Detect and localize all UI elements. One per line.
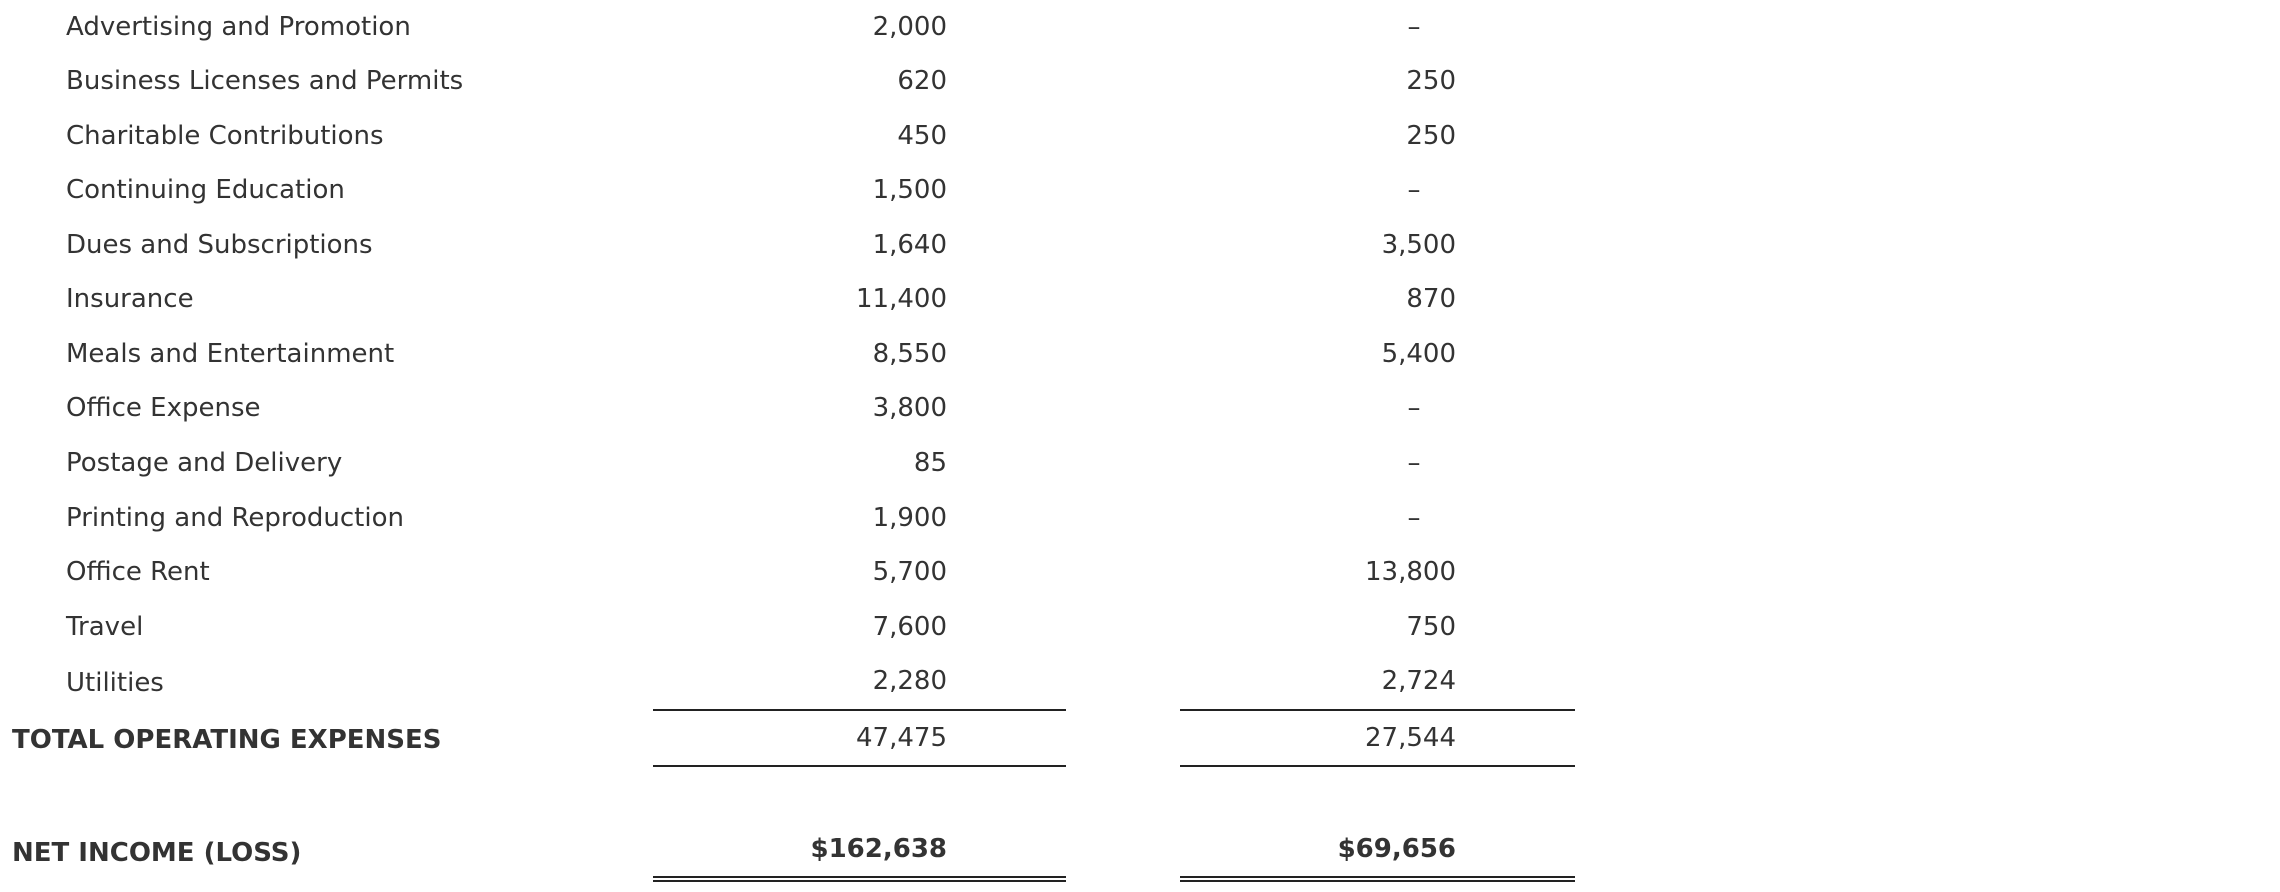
net-income-label: NET INCOME (LOSS): [12, 838, 302, 868]
expense-value-col2: 750: [1406, 612, 1456, 642]
expense-label: Postage and Delivery: [66, 448, 343, 478]
expense-label: Insurance: [66, 284, 194, 314]
expense-label: Office Rent: [66, 557, 210, 587]
expense-value-col1: 3,800: [872, 393, 947, 423]
expense-value-col2: 13,800: [1365, 557, 1456, 587]
total-value-col2: 27,544: [1365, 723, 1456, 753]
expense-value-col2: –: [1407, 503, 1421, 533]
expense-value-col1: 620: [897, 66, 947, 96]
expense-value-col2: –: [1407, 175, 1421, 205]
expense-label: Charitable Contributions: [66, 121, 384, 151]
expense-value-col1: 450: [897, 121, 947, 151]
expense-value-col2: –: [1407, 393, 1421, 423]
expense-value-col1: 1,900: [872, 503, 947, 533]
expense-value-col2: 250: [1406, 66, 1456, 96]
total-value-col1: 47,475: [856, 723, 947, 753]
net-income-value-col2: $69,656: [1337, 834, 1456, 864]
expense-label: Business Licenses and Permits: [66, 66, 464, 96]
expense-value-col1: 2,280: [872, 666, 947, 696]
net-double-rule-col2: [1180, 876, 1575, 882]
expense-value-col1: 8,550: [872, 339, 947, 369]
expense-value-col1: 2,000: [872, 12, 947, 42]
expense-label: Meals and Entertainment: [66, 339, 395, 369]
expense-value-col1: 85: [913, 448, 947, 478]
subtotal-rule-col2: [1180, 709, 1575, 711]
expense-label: Travel: [66, 612, 144, 642]
expense-value-col1: 1,500: [872, 175, 947, 205]
expense-value-col2: 3,500: [1381, 230, 1456, 260]
net-double-rule-col1: [653, 876, 1066, 882]
subtotal-rule-col1: [653, 709, 1066, 711]
expense-value-col2: 2,724: [1381, 666, 1456, 696]
total-label: TOTAL OPERATING EXPENSES: [12, 725, 442, 755]
expense-value-col2: –: [1407, 12, 1421, 42]
expense-value-col1: 5,700: [872, 557, 947, 587]
expense-label: Office Expense: [66, 393, 261, 423]
net-income-value-col1: $162,638: [810, 834, 947, 864]
expense-value-col2: 250: [1406, 121, 1456, 151]
expense-value-col2: 5,400: [1381, 339, 1456, 369]
expense-value-col1: 7,600: [872, 612, 947, 642]
expense-value-col2: –: [1407, 448, 1421, 478]
total-rule-col2: [1180, 765, 1575, 767]
expense-value-col1: 1,640: [872, 230, 947, 260]
expense-label: Dues and Subscriptions: [66, 230, 373, 260]
expense-value-col2: 870: [1406, 284, 1456, 314]
expense-label: Utilities: [66, 668, 164, 698]
expense-value-col1: 11,400: [856, 284, 947, 314]
total-rule-col1: [653, 765, 1066, 767]
expense-label: Printing and Reproduction: [66, 503, 404, 533]
expense-label: Advertising and Promotion: [66, 12, 411, 42]
expense-label: Continuing Education: [66, 175, 345, 205]
